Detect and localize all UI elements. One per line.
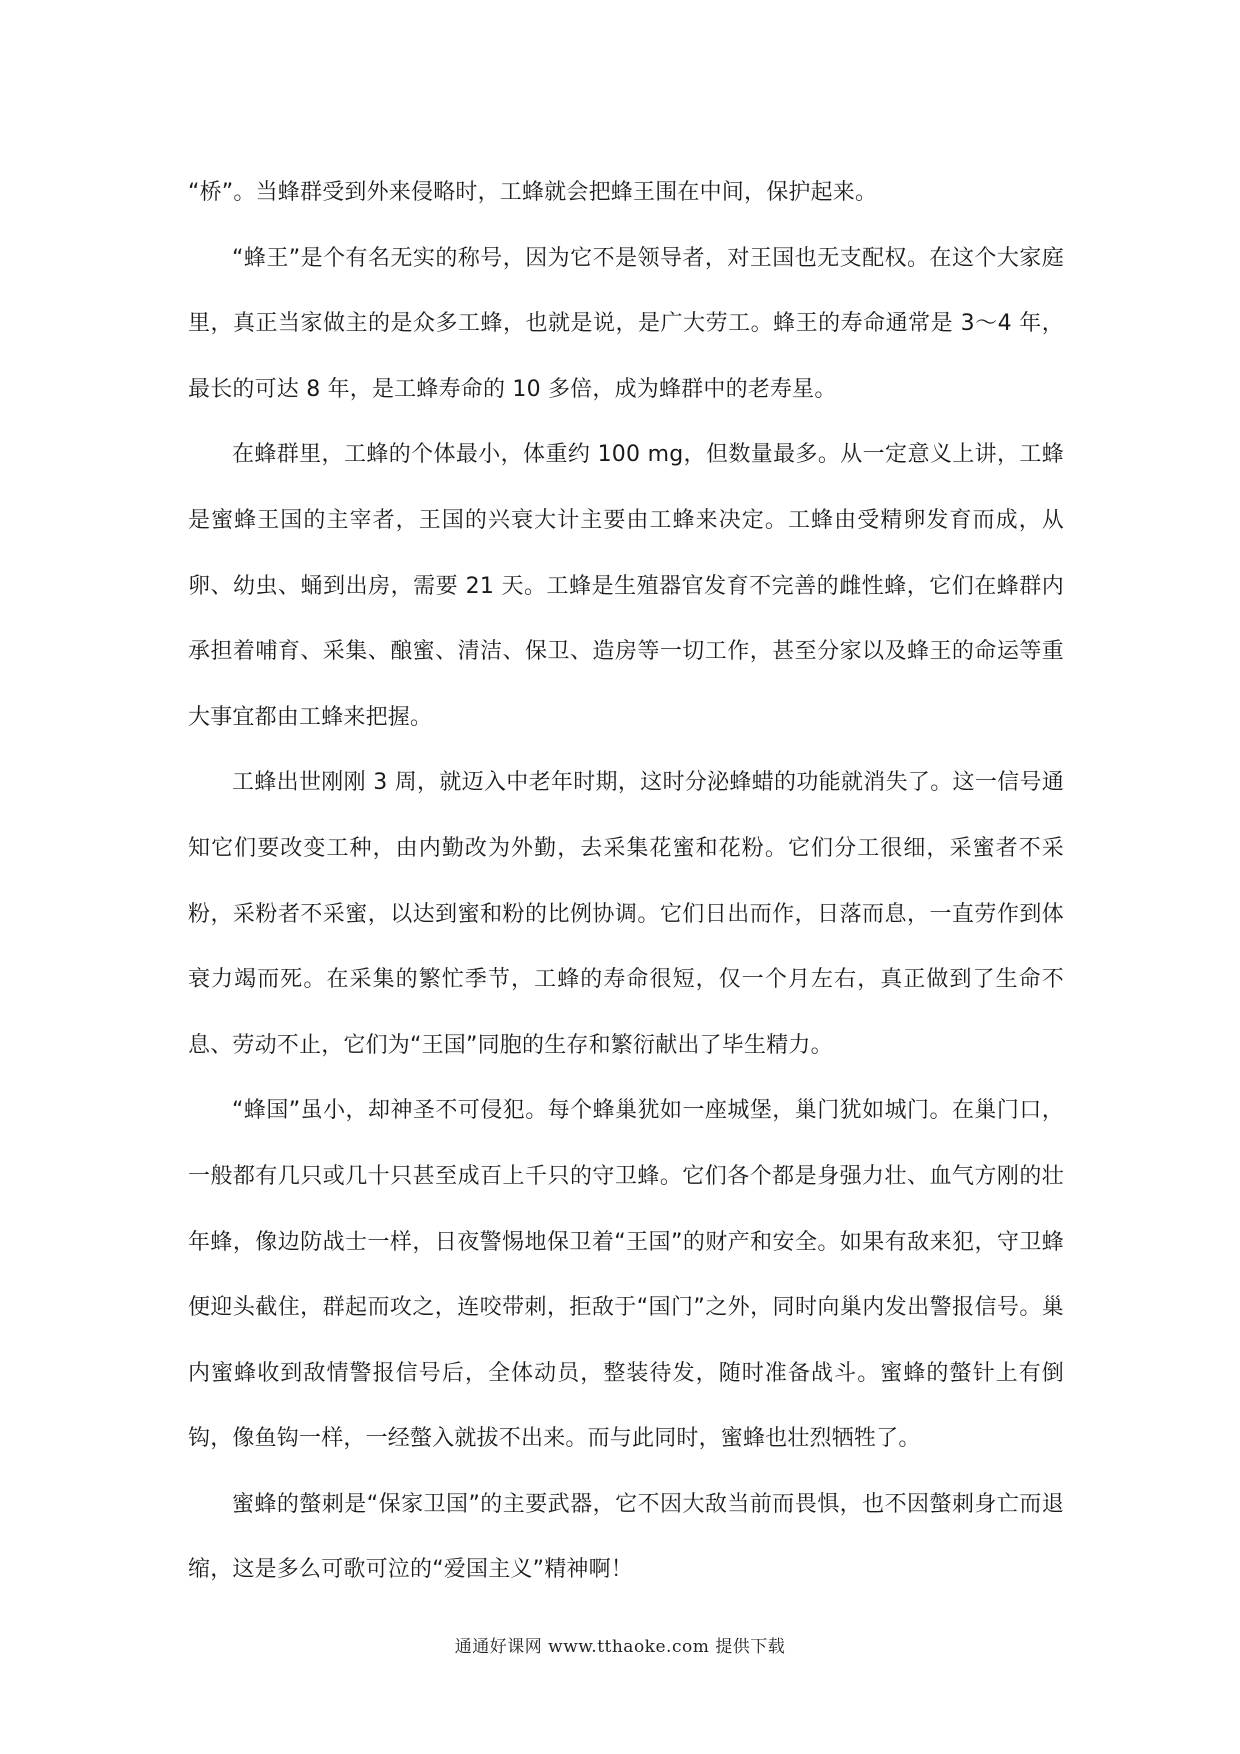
paragraph-5: “蜂国”虽小，却神圣不可侵犯。每个蜂巢犹如一座城堡，巢门犹如城门。在巢门口，一般都有几只或几十只甚至成百上千只的守卫蜂。它们各个都是身强力壮、血气方刚的壮年蜂，像边防战士一样，日夜警惕地保卫着“王国”的财产和安全。如果有敌来犯，守卫蜂便迎头截住，群起而攻之，连咬带刺，拒敌于“国门”之外，同时向巢内发出警报信号。巢内蜜蜂收到敌情警报信号后，全体动员，整装待发，随时准备战斗。蜜蜂的螫针上有倒钩，像鱼钩一样，一经螫入就拔不出来。而与此同时，蜜蜂也壮烈牺牲了。 [188,1098,1064,1452]
paragraph-1: “桥”。当蜂群受到外来侵略时，工蜂就会把蜂王围在中间，保护起来。 [188,180,878,205]
page-footer: 通通好课网 www.tthaoke.com 提供下载 [454,1637,786,1657]
document-body [188,160,1064,1603]
paragraph-4: 工蜂出世刚刚 3 周，就迈入中老年时期，这时分泌蜂蜡的功能就消失了。这一信号通知它们要改变工种，由内勤改为外勤，去采集花蜜和花粉。它们分工很细，采蜜者不采粉，采粉者不采蜜，以达到蜜和粉的比例协调。它们日出而作，日落而息，一直劳作到体衰力竭而死。在采集的繁忙季节，工蜂的寿命很短，仅一个月左右，真正做到了生命不息、劳动不止，它们为“王国”同胞的生存和繁衍献出了毕生精力。 [188,770,1064,1058]
paragraph-2: “蜂王”是个有名无实的称号，因为它不是领导者，对王国也无支配权。在这个大家庭里，真正当家做主的是众多工蜂，也就是说，是广大劳工。蜂王的寿命通常是 3～4 年，最长的可达 8 年，是工蜂寿命的 10 多倍，成为蜂群中的老寿星。 [188,245,1064,402]
paragraph-3: 在蜂群里，工蜂的个体最小，体重约 100 mg，但数量最多。从一定意义上讲，工蜂是蜜蜂王国的主宰者，王国的兴衰大计主要由工蜂来决定。工蜂由受精卵发育而成，从卵、幼虫、蛹到出房，需要 21 天。工蜂是生殖器官发育不完善的雌性蜂，它们在蜂群内承担着哺育、采集、酿蜜、清洁、保卫、造房等一切工作，甚至分家以及蜂王的命运等重大事宜都由工蜂来把握。 [188,442,1064,730]
paragraph-6: 蜜蜂的螫刺是“保家卫国”的主要武器，它不因大敌当前而畏惧，也不因螫刺身亡而退缩，这是多么可歌可泣的“爱国主义”精神啊！ [188,1491,1064,1583]
